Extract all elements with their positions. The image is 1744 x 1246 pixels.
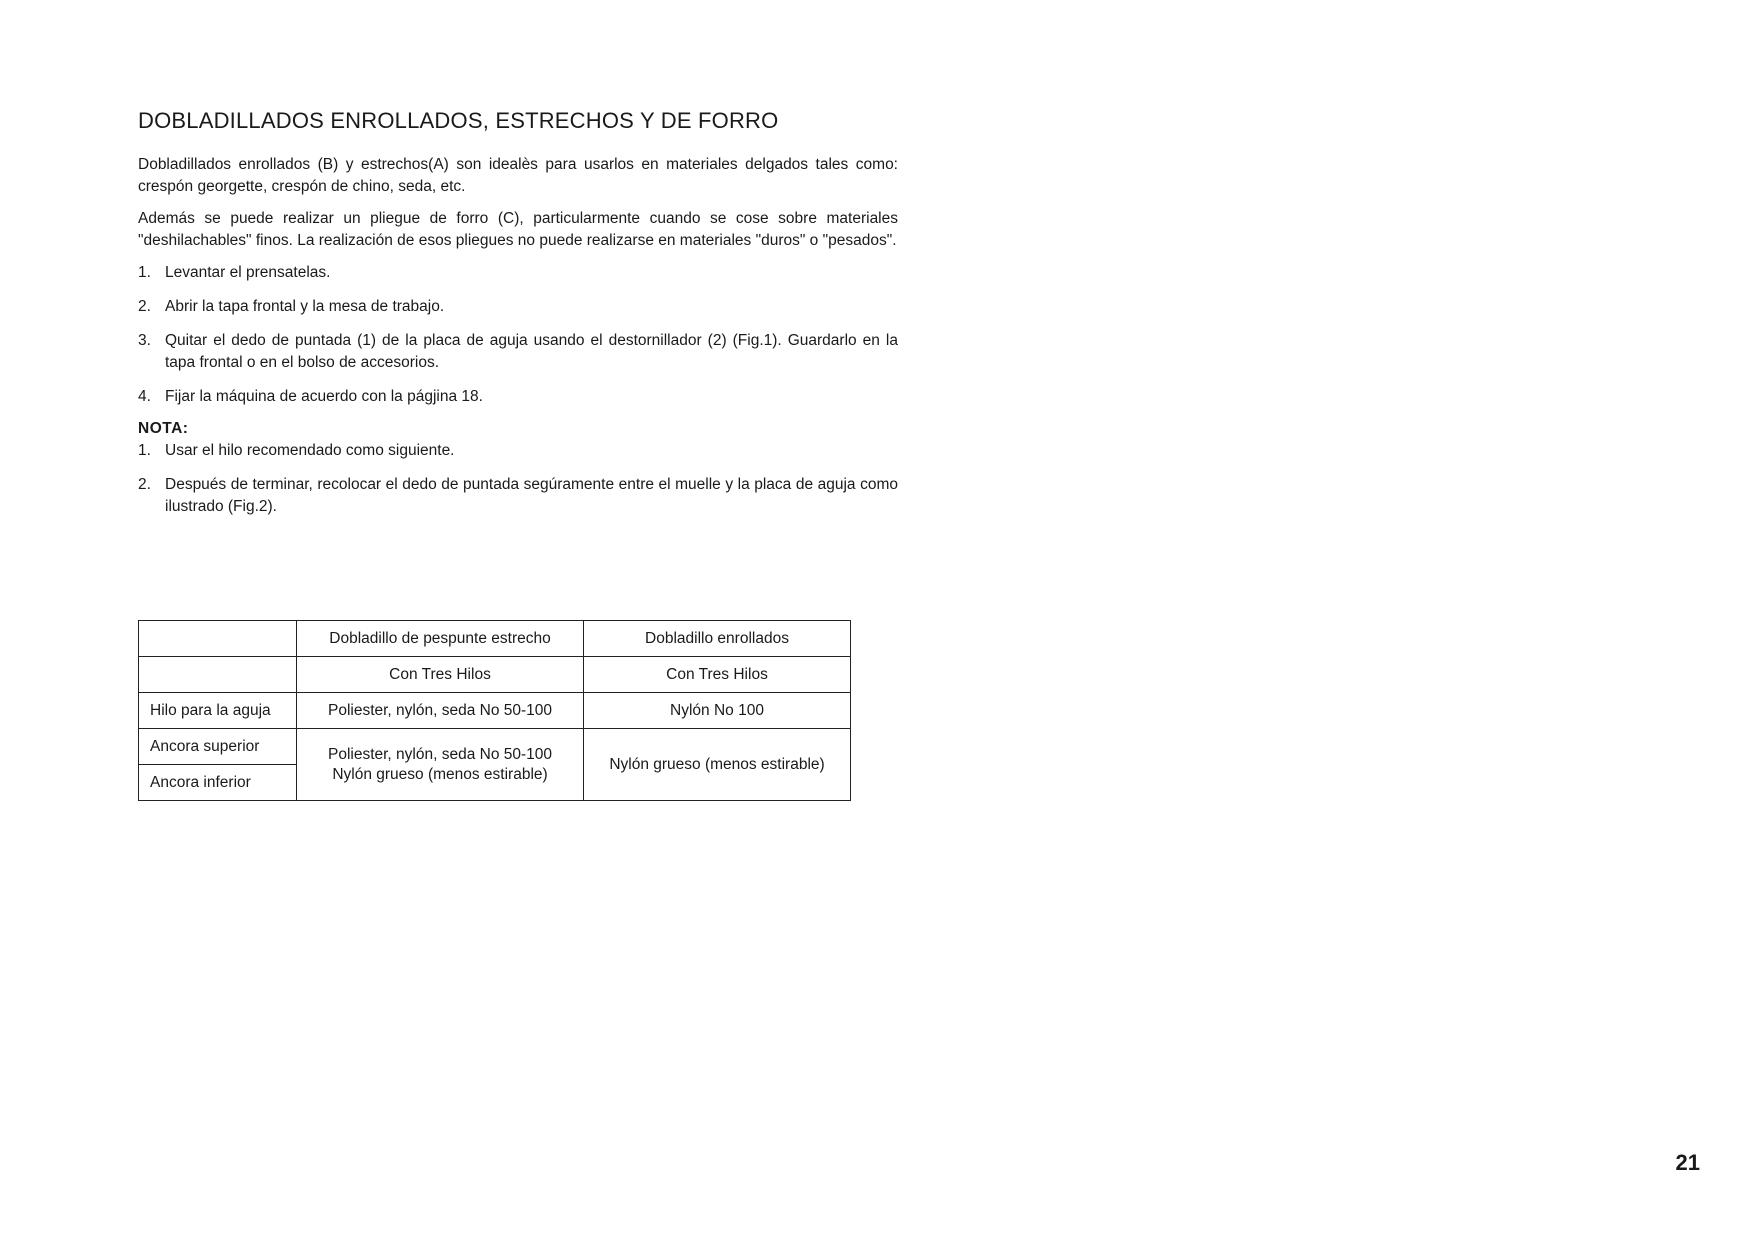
table-row [139,657,851,693]
row-label-needle-thread: Hilo para la aguja [139,693,297,729]
page-number: 21 [1675,1150,1700,1175]
nota-number: 2. [138,476,151,493]
step-number: 1. [138,264,151,281]
nota-text: Después de terminar, recolocar el dedo de puntada segúramente entre el muelle y la placa de aguja como ilustrado (Fig.2). [165,476,898,515]
table-row [139,729,851,765]
step-text: Abrir la tapa frontal y la mesa de trabajo. [165,298,445,315]
step-number: 2. [138,298,151,315]
table-cell: Poliester, nylón, seda No 50-100 [297,693,584,729]
list-item [138,262,898,284]
steps-list [138,262,898,408]
nota-label: NOTA: [138,420,189,437]
step-number: 3. [138,332,151,349]
table-cell-looper-narrow [297,729,584,801]
table-subheader-blank [139,657,297,693]
step-text: Fijar la máquina de acuerdo con la págjina 18. [165,388,483,405]
looper-thread-line-2: Nylón grueso (menos estirable) [332,765,548,783]
subheader-three-threads: Con Tres Hilos [297,657,584,693]
looper-thread-line-1: Poliester, nylón, seda No 50-100 [327,745,553,763]
col-header-narrow-hem: Dobladillo de pespunte estrecho [297,621,584,657]
table-cell: Nylón No 100 [584,693,851,729]
col-header-rolled-hem: Dobladillo enrollados [584,621,851,657]
list-item [138,386,898,408]
intro-paragraph-2: Además se puede realizar un pliegue de forro (C), particularmente cuando se cose sobre materiales "deshilachables" finos. La realización de esos pliegues no puede realizarse en materiales "duros" o "pesados". [138,210,898,249]
intro-paragraph-1: Dobladillados enrollados (B) y estrechos(A) son idealès para usarlos en materiales delgados tales como: crespón georgette, crespón de chino, seda, etc. [138,156,898,195]
step-number: 4. [138,388,151,405]
list-item [138,330,898,374]
table-row [139,621,851,657]
subheader-three-threads: Con Tres Hilos [584,657,851,693]
table-row [139,693,851,729]
list-item [138,440,898,462]
table-cell-looper-rolled: Nylón grueso (menos estirable) [584,729,851,801]
step-text: Quitar el dedo de puntada (1) de la placa de aguja usando el destornillador (2) (Fig.1). Guardarlo en la tapa frontal o en el bolso de accesorios. [165,332,898,371]
nota-list [138,440,898,518]
step-text: Levantar el prensatelas. [165,264,331,281]
row-label-upper-looper: Ancora superior [139,729,297,765]
nota-number: 1. [138,442,151,459]
table-corner-cell [139,621,297,657]
list-item [138,474,898,518]
list-item [138,296,898,318]
page-title: DOBLADILLADOS ENROLLADOS, ESTRECHOS Y DE FORRO [138,108,779,133]
thread-table [138,620,851,801]
page-content [138,108,898,530]
row-label-lower-looper: Ancora inferior [139,765,297,801]
nota-text: Usar el hilo recomendado como siguiente. [165,442,455,459]
